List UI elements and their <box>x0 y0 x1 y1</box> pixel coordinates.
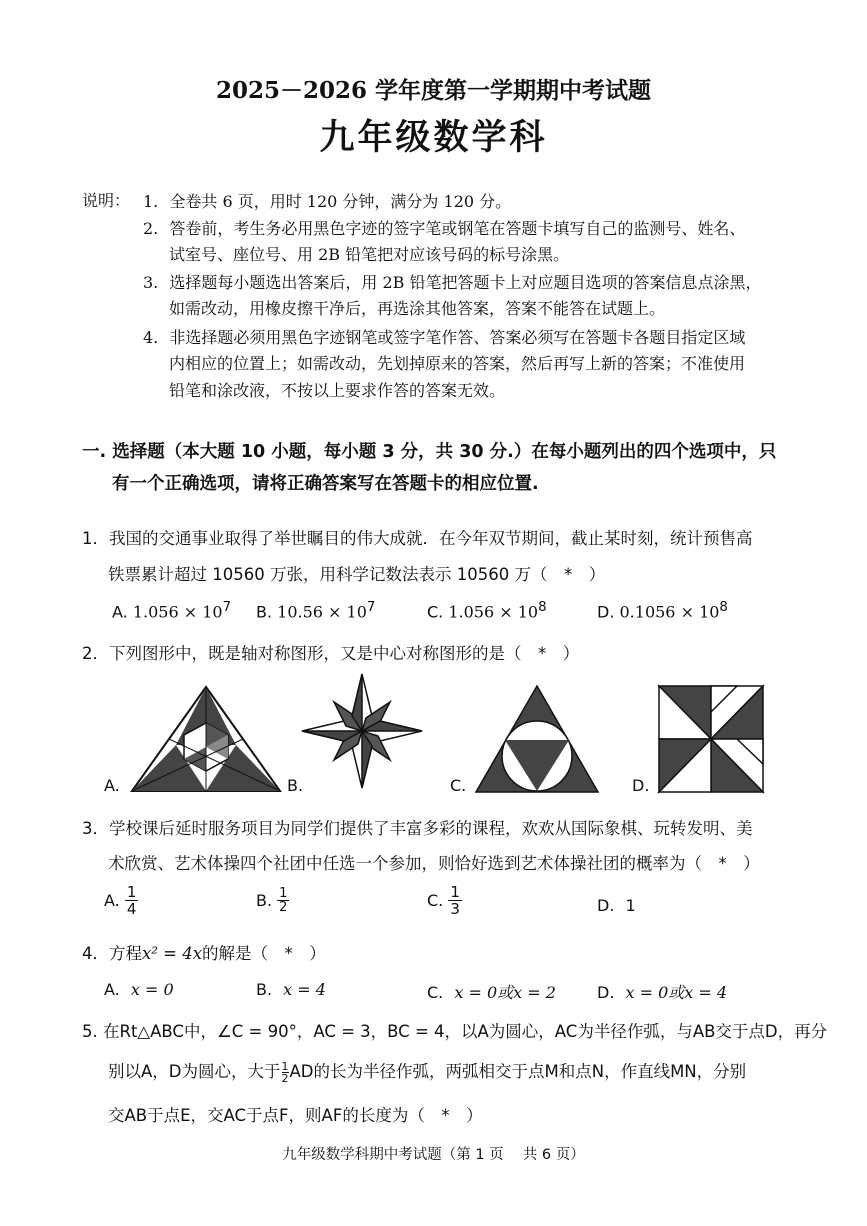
figure-c-label: C. <box>450 776 467 795</box>
note-number: 4. <box>143 328 159 347</box>
exam-title: 2025－2026 学年度第一学期期中考试题 <box>215 77 652 104</box>
question-5-text-cont: 别以A，D为圆心，大于 $\frac{1}{2}$ AD的长为半径作弧，两弧相交于点M和点N，作直线MN，分别 <box>108 1060 747 1085</box>
q3-option-b: B. $\frac{1}{2}$ <box>256 886 288 915</box>
figure-b-label: B. <box>287 776 304 795</box>
figure-d <box>657 684 765 794</box>
note-item-3 <box>143 269 761 296</box>
q3-option-a: A. $\frac{1}{4}$ <box>104 883 137 918</box>
subject-title: 九年级数学科 <box>319 117 548 158</box>
figure-c <box>474 684 600 794</box>
section-heading: 一. 选择题（本大题 10 小题，每小题 3 分，共 30 分.）在每小题列出的四个选项中，只 <box>82 442 777 462</box>
section-heading-cont: 有一个正确选项，请将正确答案写在答题卡的相应位置. <box>112 474 539 494</box>
question-5-text-cont2: 交AB于点E，交AC于点F，则AF的长度为（ * ） <box>108 1106 483 1125</box>
fraction: $\frac{1}{2}$ <box>281 1060 289 1085</box>
question-1-text: 1．我国的交通事业取得了举世瞩目的伟大成就．在今年双节期间，截止某时刻，统计预售高 <box>82 529 753 548</box>
note-text: 全卷共 6 页，用时 120 分钟，满分为 120 分。 <box>169 192 512 211</box>
q4-option-a: A. x = 0 <box>104 980 174 999</box>
question-4-text: 4．方程x² = 4x的解是（ * ） <box>82 944 326 963</box>
note-text: 非选择题必须用黑色字迹钢笔或签字笔作答、答案必须写在答题卡各题目指定区域 <box>169 328 746 347</box>
note-text: 内相应的位置上；如需改动，先划掉原来的答案，然后再写上新的答案；不准使用 <box>169 354 746 373</box>
note-number: 3. <box>143 273 159 292</box>
figure-b <box>300 672 424 790</box>
note-text: 如需改动，用橡皮擦干净后，再选涂其他答案，答案不能答在试题上。 <box>169 299 666 318</box>
notes-label: 说明： <box>82 191 131 210</box>
fraction: $\frac{1}{4}$ <box>126 883 137 918</box>
fraction: $\frac{1}{2}$ <box>279 886 288 915</box>
question-1-text-cont: 铁票累计超过 10560 万张，用科学记数法表示 10560 万（ * ） <box>108 565 606 584</box>
note-text: 试室号、座位号、用 2B 铅笔把对应该号码的标号涂黑。 <box>169 245 570 264</box>
q3-option-d: D. 1 <box>597 896 636 915</box>
note-text: 选择题每小题选出答案后，用 2B 铅笔把答题卡上对应题目选项的答案信息点涂黑， <box>169 273 762 292</box>
note-number: 1. <box>143 192 159 211</box>
note-item-4 <box>143 324 745 351</box>
q4-option-c: C. x = 0或x = 2 <box>427 983 556 1002</box>
figure-d-label: D. <box>632 776 650 795</box>
note-item-1 <box>143 188 511 215</box>
q4-option-d: D. x = 0或x = 4 <box>597 983 728 1002</box>
page-footer: 九年级数学科期中考试题（第 1 页 共 6 页） <box>282 1147 585 1163</box>
note-text: 铅笔和涂改液，不按以上要求作答的答案无效。 <box>169 381 506 400</box>
q1-option-c: C. $1.056 \times 10^8$ <box>427 600 547 622</box>
note-text: 答卷前，考生务必用黑色字迹的签字笔或钢笔在答题卡填写自己的监测号、姓名、 <box>169 219 746 238</box>
note-item-2 <box>143 215 745 242</box>
question-3-text: 3．学校课后延时服务项目为同学们提供了丰富多彩的课程，欢欢从国际象棋、玩转发明、美 <box>82 819 753 838</box>
question-3-text-cont: 术欣赏、艺术体操四个社团中任选一个参加，则恰好选到艺术体操社团的概率为（ * ） <box>108 854 760 873</box>
note-number: 2. <box>143 219 159 238</box>
q3-option-c: C. $\frac{1}{3}$ <box>427 883 460 918</box>
q4-option-b: B. x = 4 <box>256 980 326 999</box>
q1-option-b: B. $10.56 \times 10^7$ <box>256 600 376 622</box>
fraction: $\frac{1}{3}$ <box>450 883 460 918</box>
q1-option-d: D. $0.1056 \times 10^8$ <box>597 600 728 622</box>
figure-a <box>128 683 284 795</box>
q1-option-a: A. $1.056 \times 10^7$ <box>112 600 232 622</box>
question-5-text: 5. 在Rt△ABC中，∠C = 90°，AC = 3，BC = 4，以A为圆心，AC为半径作弧，与AB交于点D，再分 <box>82 1022 828 1041</box>
question-2-text: 2．下列图形中，既是轴对称图形，又是中心对称图形的是（ * ） <box>82 644 580 663</box>
figure-a-label: A. <box>104 776 120 795</box>
